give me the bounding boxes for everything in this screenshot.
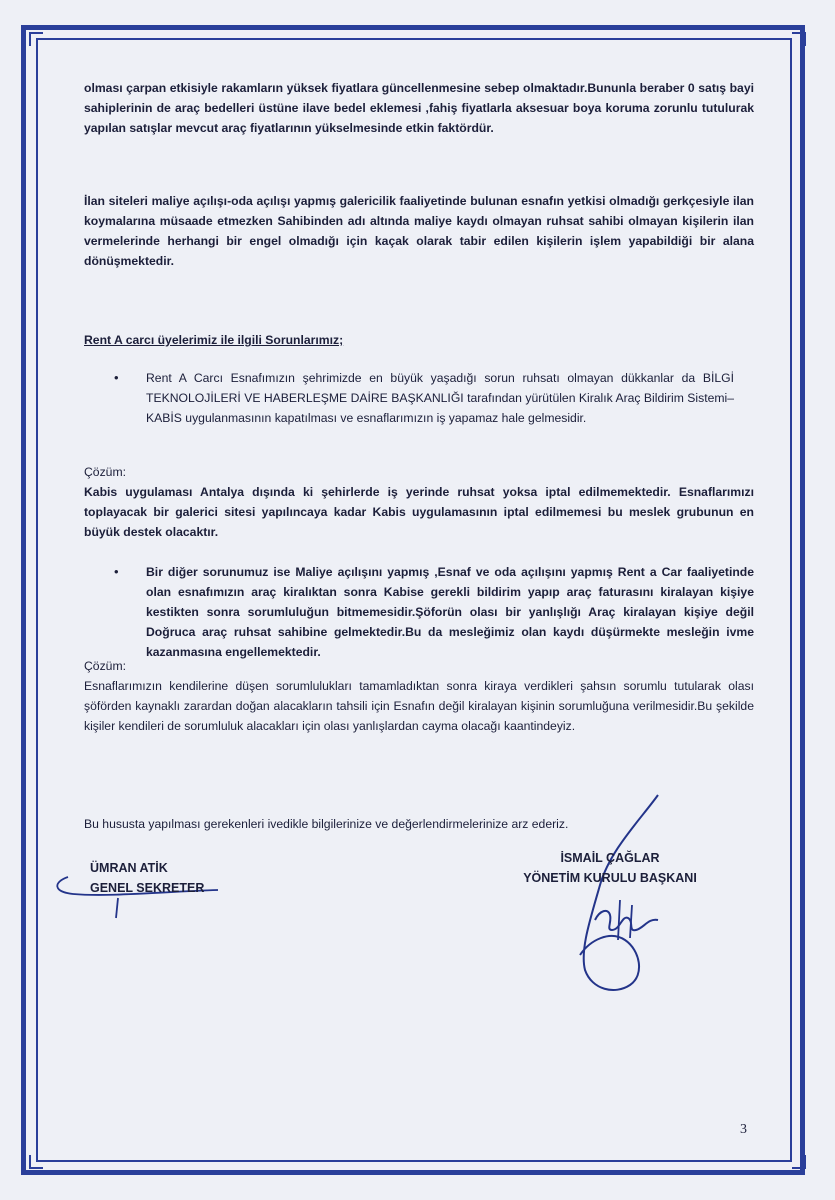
border-corner-ornament (792, 32, 806, 46)
paragraph-pricing: olması çarpan etkisiyle rakamların yüksek fiyatlara güncellenmesine sebep olmaktadır.Bununla beraber 0 satış bayi sahiplerinin de araç bedelleri üstüne ilave bedel eklemesi ,fahiş fiyatlarla aksesuar boya koruma zorunlu tutulurak yapılan satışlar mevcut araç fiyatlarının yükselmesinde etkin faktördür. (84, 81, 754, 135)
signatory-title: GENEL SEKRETER (90, 881, 205, 895)
solution-label: Çözüm: (84, 659, 126, 673)
handwritten-signature (540, 790, 690, 1010)
border-corner-ornament (792, 1155, 806, 1169)
signatory-name: ÜMRAN ATİK (90, 861, 168, 875)
page-number: 3 (740, 1122, 747, 1137)
paragraph-listing-sites: İlan siteleri maliye açılışı-oda açılışı yapmış galericilik faaliyetinde bulunan esnafın yetkisi olmadığı gerkçesiyle ilan koymalarına müsaade etmezken Sahibinden adı altında maliye kaydı olmayan ruhsat sahibi olmayan kişilerin ilan vermelerinde herhangi bir engel olmadığı için kaçak olarak tabir edilen kişilerin işlem yapabildiği bir alana dönüşmektedir. (84, 194, 754, 268)
list-item (114, 562, 754, 662)
solution-text: Esnaflarımızın kendilerine düşen sorumlulukları tamamladıktan sonra kiraya verdikleri şahsın sorumlu tutularak olası şöförden kaynaklı zarardan doğan alacakların tahsili için Esnafın değil kiralayan kişinin sorumluğuna verilmesidir.Bu şekilde kişiler kendileri de sorumluluk alacakları için olası yanlışlardan cayma olacağı kaantindeyiz. (84, 679, 754, 733)
solution-text: Kabis uygulaması Antalya dışında ki şehirlerde iş yerinde ruhsat yoksa iptal edilmemektedir. Esnaflarımızı toplayacak bir galerici sitesi yapılıncaya kadar Kabis uygulamasının iptal edilmemesi bu meslek grubunun en büyük destek olacaktır. (84, 485, 754, 539)
section-heading: Rent A carcı üyelerimiz ile ilgili Sorunlarımız; (84, 333, 344, 347)
bullet-icon: • (114, 370, 119, 385)
solution-label: Çözüm: (84, 465, 126, 479)
signatory-name: İSMAİL ÇAĞLAR (560, 851, 660, 865)
border-corner-ornament (29, 32, 43, 46)
list-item (114, 368, 734, 428)
signatory-title: YÖNETİM KURULU BAŞKANI (523, 871, 697, 885)
bullet-icon: • (114, 564, 119, 579)
signatory-right (505, 848, 715, 888)
bullet-text: Bir diğer sorunumuz ise Maliye açılışını yapmış ,Esnaf ve oda açılışını yapmış Rent a Car faaliyetinde olan esnafımızın araç kiralıktan sonra Kabise gerekli bildirim yapıp araç faturasını kiralayan kişiye kestikten sonra sorumluluğun bitmemesidir.Şöforün olası bir yanlışlığı Araç kiralayan kişiye değil Doğruca araç ruhsat sahibine gelmektedir.Bu da mesleğimiz olan kaydı düşürmekte mesleğin ivme kazanmasına engellemektedir. (146, 565, 754, 659)
closing-sentence: Bu hususta yapılması gerekenleri ivedikle bilgilerinize ve değerlendirmelerinize arz ederiz. (84, 817, 569, 831)
border-corner-ornament (29, 1155, 43, 1169)
bullet-text: Rent A Carcı Esnafımızın şehrimizde en büyük yaşadığı sorun ruhsatı olmayan dükkanlar da BİLGİ TEKNOLOJİLERİ VE HABERLEŞME DAİRE BAŞKANLIĞI tarafından yürütülen Kiralık Araç Bildirim Sistemi–KABİS uygulanmasının kapatılması ve esnaflarımızın iş yapamaz hale gelmesidir. (146, 371, 734, 425)
signatory-left (90, 858, 204, 898)
